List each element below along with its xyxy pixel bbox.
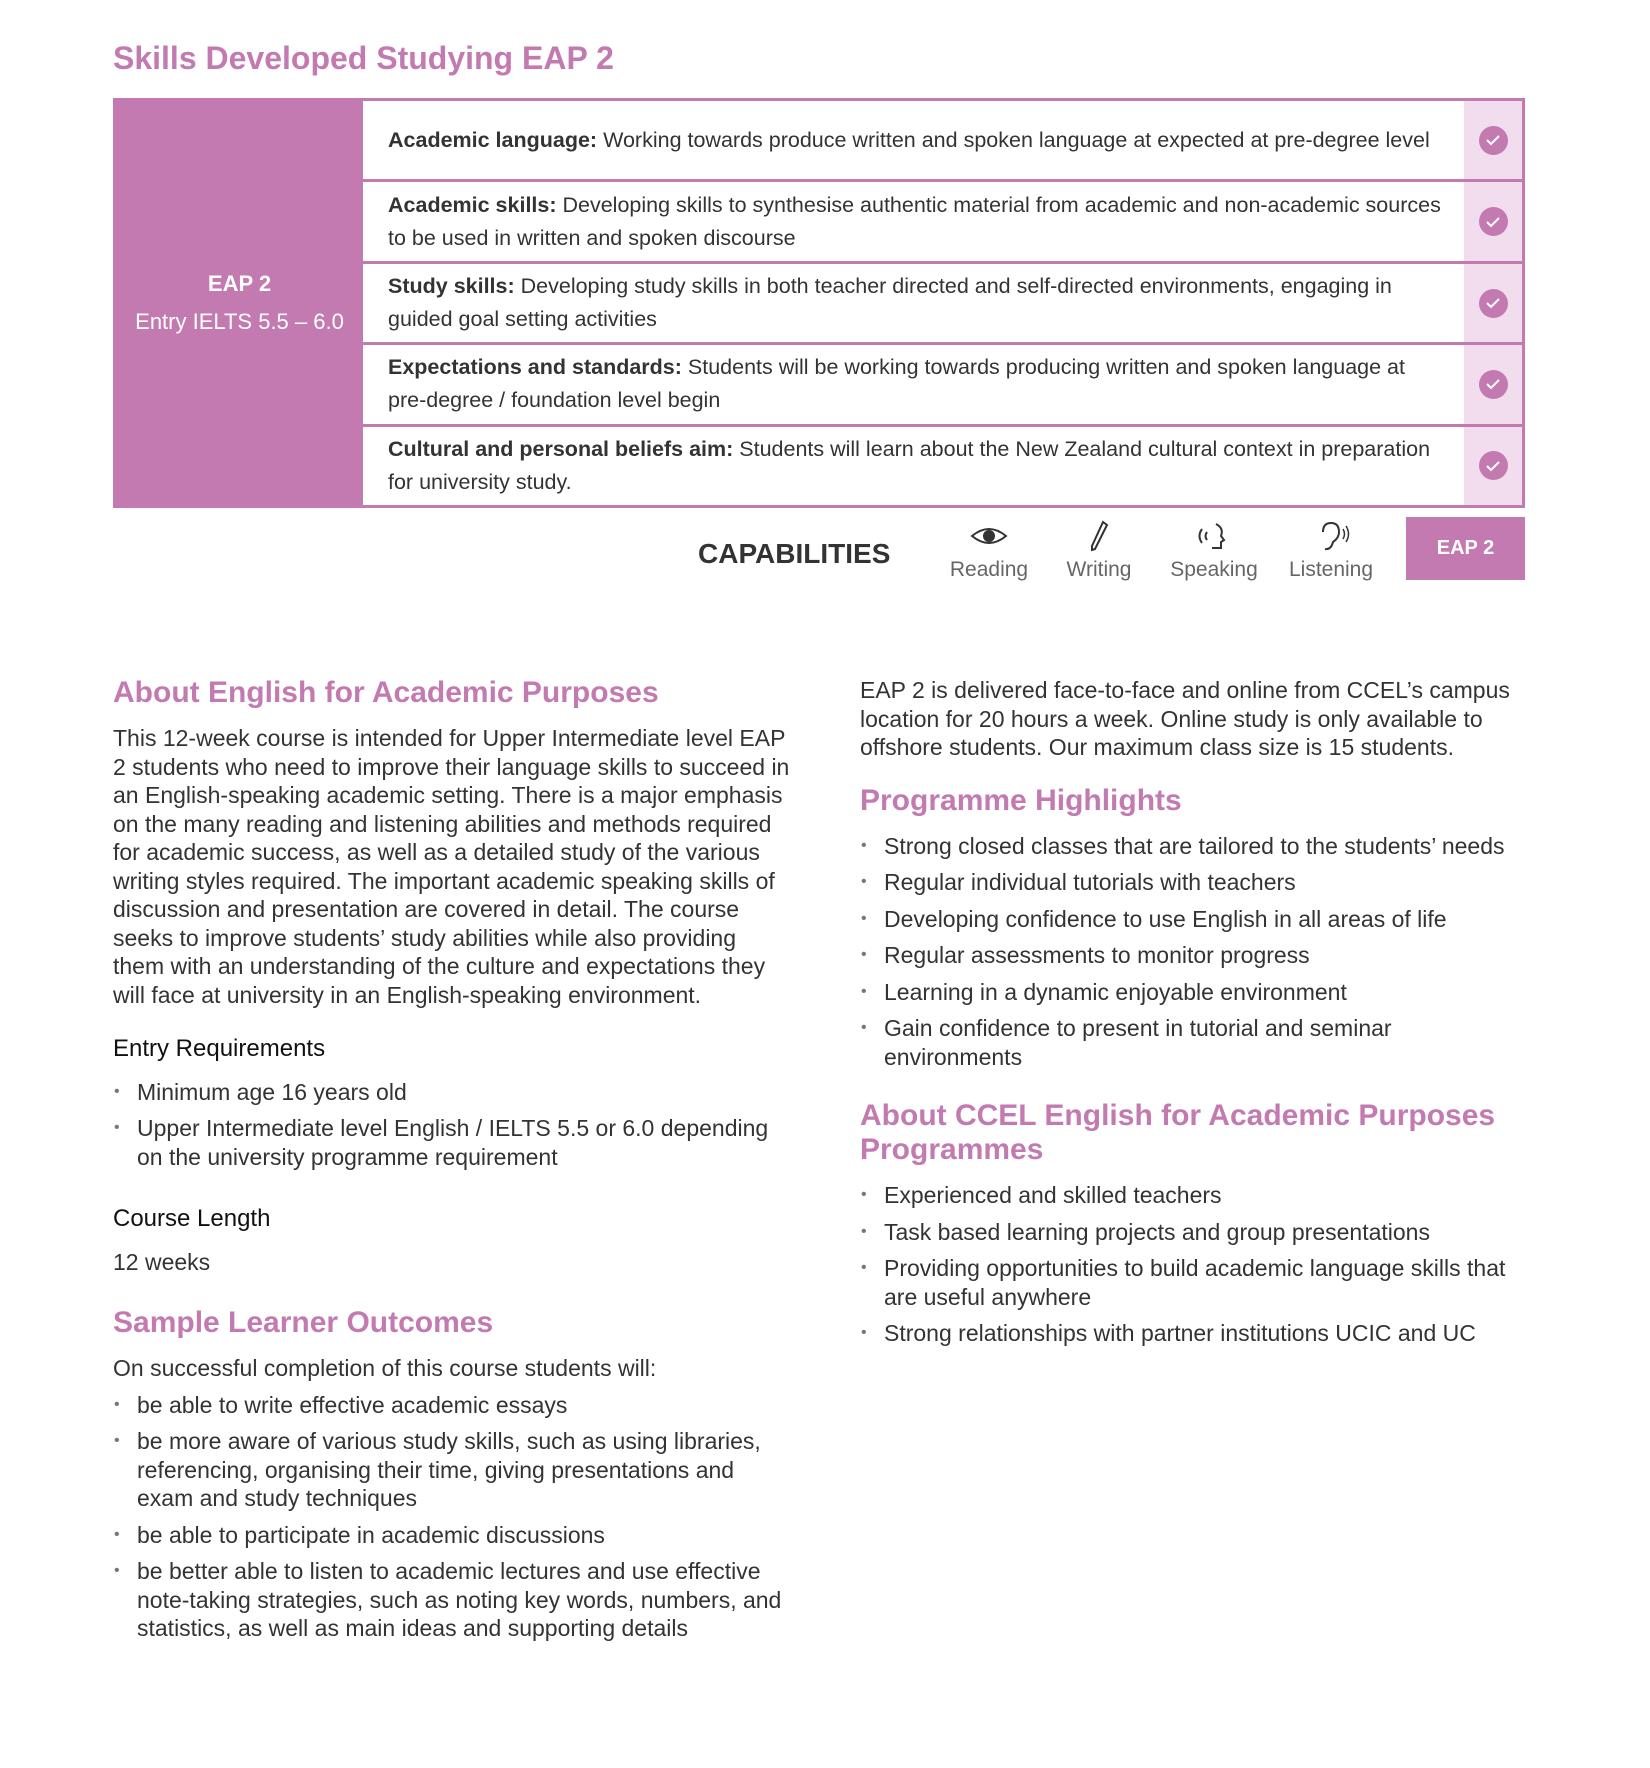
list-item: • Developing confidence to use English in all areas of life bbox=[860, 905, 1525, 934]
entry-heading: Entry Requirements bbox=[113, 1035, 326, 1062]
highlights-heading: Programme Highlights bbox=[860, 783, 1182, 817]
right-column bbox=[860, 676, 1525, 1356]
check-icon bbox=[1479, 370, 1508, 399]
eye-icon bbox=[969, 520, 1009, 552]
course-length-value: 12 weeks bbox=[113, 1248, 211, 1275]
pen-icon bbox=[1079, 520, 1119, 552]
list-item: • Regular assessments to monitor progress bbox=[860, 941, 1525, 970]
list-item: • be able to participate in academic discussions bbox=[113, 1521, 793, 1550]
ear-icon bbox=[1311, 520, 1351, 552]
skill-text: Students will be working towards producing written and spoken language at pre-degree / foundation level begin bbox=[388, 355, 1405, 413]
list-item: • Minimum age 16 years old bbox=[113, 1078, 793, 1107]
capability-listening bbox=[1271, 520, 1391, 582]
skills-table bbox=[113, 98, 1525, 508]
list-item: • Regular individual tutorials with teachers bbox=[860, 868, 1525, 897]
outcomes-list bbox=[113, 1391, 793, 1643]
eap-level-cell bbox=[116, 101, 363, 505]
capability-label: Listening bbox=[1288, 558, 1374, 581]
skill-row bbox=[363, 101, 1522, 182]
left-column bbox=[113, 676, 793, 1651]
skill-row bbox=[363, 345, 1522, 426]
delivery-text: EAP 2 is delivered face-to-face and online from CCEL’s campus location for 20 hours a week. Online study is only available to offshore students. Our maximum class size is 15 students. bbox=[860, 677, 1510, 760]
outcomes-intro: On successful completion of this course students will: bbox=[113, 1355, 657, 1381]
ccel-list bbox=[860, 1181, 1525, 1348]
skill-text: Developing study skills in both teacher directed and self-directed environments, engaging in guided goal setting activities bbox=[388, 274, 1392, 332]
list-item: • Experienced and skilled teachers bbox=[860, 1181, 1525, 1210]
check-icon bbox=[1479, 207, 1508, 236]
list-item: • Providing opportunities to build academic language skills that are useful anywhere bbox=[860, 1254, 1525, 1311]
about-heading: About English for Academic Purposes bbox=[113, 676, 659, 709]
list-item: • Strong relationships with partner institutions UCIC and UC bbox=[860, 1319, 1525, 1348]
page-title: Skills Developed Studying EAP 2 bbox=[113, 40, 614, 76]
eap-level-badge: EAP 2 bbox=[1406, 517, 1525, 580]
capability-label: Speaking bbox=[1170, 558, 1258, 581]
skill-label: Academic language: bbox=[388, 127, 598, 152]
entry-list bbox=[113, 1078, 793, 1172]
list-item: • Learning in a dynamic enjoyable environment bbox=[860, 978, 1525, 1007]
eap-entry-requirement: Entry IELTS 5.5 – 6.0 bbox=[135, 309, 344, 334]
list-item: • Task based learning projects and group presentations bbox=[860, 1218, 1525, 1247]
course-length-heading: Course Length bbox=[113, 1205, 271, 1232]
skill-label: Cultural and personal beliefs aim: bbox=[388, 436, 734, 461]
skill-text: Working towards produce written and spoken language at expected at pre-degree level bbox=[597, 127, 1430, 152]
eap-level-name: EAP 2 bbox=[207, 271, 272, 296]
list-item: • Upper Intermediate level English / IELTS 5.5 or 6.0 depending on the university programme requirement bbox=[113, 1114, 793, 1171]
about-body: This 12-week course is intended for Upper Intermediate level EAP 2 students who need to improve their language skills to succeed in an English-speaking academic setting. There is a major emphasis on the many reading and listening abilities and methods required for academic success, as well as a detailed study of the various writing styles required. The important academic speaking skills of discussion and presentation are covered in detail. The course seeks to improve students’ study abilities while also providing them with an understanding of the culture and expectations they will face at university in an English-speaking environment. bbox=[113, 725, 790, 1008]
capability-speaking bbox=[1154, 520, 1274, 582]
list-item: • Strong closed classes that are tailored to the students’ needs bbox=[860, 832, 1525, 861]
capability-label: Reading bbox=[949, 558, 1029, 581]
skill-row bbox=[363, 264, 1522, 345]
capability-label: Writing bbox=[1066, 558, 1132, 581]
skill-label: Expectations and standards: bbox=[388, 355, 682, 380]
skill-label: Academic skills: bbox=[388, 192, 557, 217]
ccel-heading: About CCEL English for Academic Purposes Programmes bbox=[860, 1099, 1496, 1166]
skill-text: Developing skills to synthesise authentic material from academic and non-academic sources to be used in written and spoken discourse bbox=[388, 192, 1441, 250]
check-icon bbox=[1479, 289, 1508, 318]
capability-writing bbox=[1039, 520, 1159, 582]
check-icon bbox=[1479, 451, 1508, 480]
skills-rows bbox=[363, 101, 1522, 505]
speaking-icon bbox=[1194, 520, 1234, 552]
list-item: • be able to write effective academic essays bbox=[113, 1391, 793, 1420]
skill-label: Study skills: bbox=[388, 274, 515, 299]
list-item: • Gain confidence to present in tutorial and seminar environments bbox=[860, 1014, 1525, 1071]
skill-row bbox=[363, 427, 1522, 505]
list-item: • be more aware of various study skills, such as using libraries, referencing, organising their time, giving presentations and exam and study techniques bbox=[113, 1427, 793, 1513]
capability-reading bbox=[929, 520, 1049, 582]
skill-text: Students will learn about the New Zealand cultural context in preparation for university study. bbox=[388, 436, 1431, 494]
highlights-list bbox=[860, 832, 1525, 1072]
outcomes-heading: Sample Learner Outcomes bbox=[113, 1306, 494, 1339]
check-icon bbox=[1479, 126, 1508, 155]
list-item: • be better able to listen to academic lectures and use effective note-taking strategies, such as noting key words, numbers, and statistics, as well as main ideas and supporting details bbox=[113, 1557, 793, 1643]
skill-row bbox=[363, 182, 1522, 263]
capabilities-heading: CAPABILITIES bbox=[698, 538, 891, 569]
